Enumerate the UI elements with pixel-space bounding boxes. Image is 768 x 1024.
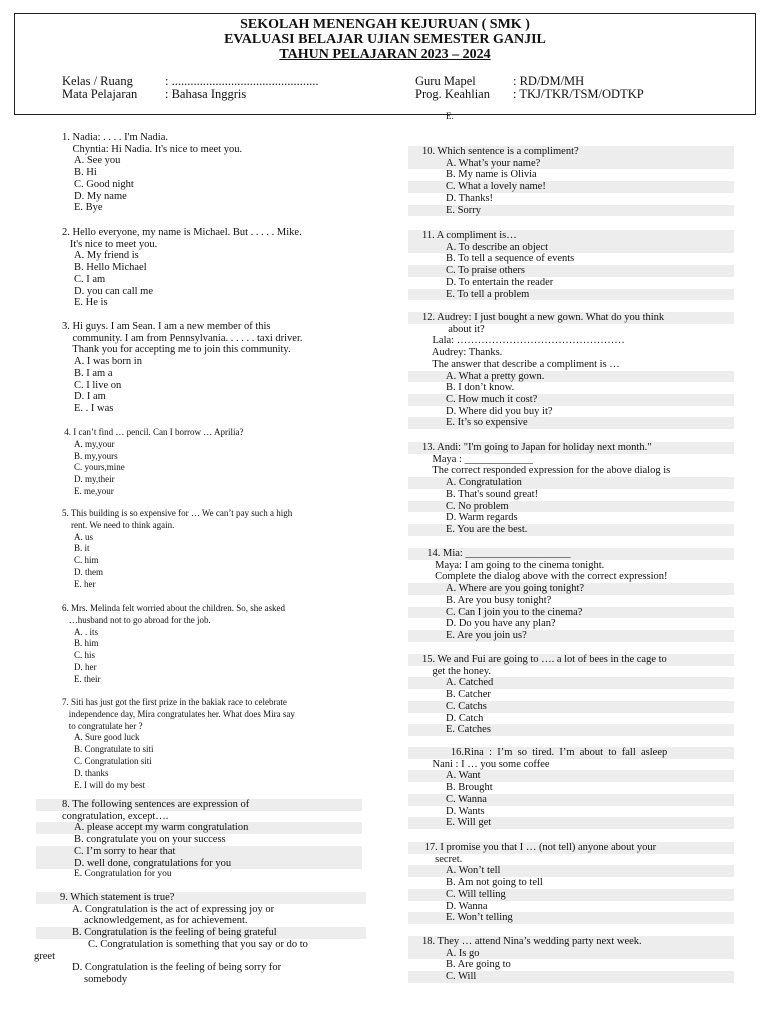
answer-option: D. Where did you buy it? xyxy=(446,405,553,417)
question-block xyxy=(408,442,734,536)
answer-option: A. Where are you going tonight? xyxy=(408,583,734,595)
question-text: about it? xyxy=(422,323,485,335)
answer-option: C. To praise others xyxy=(408,265,734,277)
question-text: rent. We need to think again. xyxy=(62,519,175,530)
question-text: to congratulate her ? xyxy=(62,720,143,731)
answer-option: E. You are the best. xyxy=(408,524,734,536)
answer-option: D. I am xyxy=(74,391,106,403)
question-text: Maya: I am going to the cinema tonight. xyxy=(422,559,605,571)
question-block xyxy=(408,654,734,736)
answer-option: E. To tell a problem xyxy=(408,289,734,301)
answer-option: C. Can I join you to the cinema? xyxy=(408,607,734,619)
question-block xyxy=(408,936,734,983)
question-text: 4. I can’t find … pencil. Can I borrow … Aprilia? xyxy=(62,427,244,437)
answer-option: D. you can call me xyxy=(74,285,154,297)
question-text: 2. Hello everyone, my name is Michael. But . . . . . Mike. xyxy=(62,227,302,238)
q9-option-b: B. Congratulation is the feeling of being grateful xyxy=(36,927,366,939)
answer-option: E. their xyxy=(74,673,101,684)
question-block xyxy=(408,548,734,642)
guru-value: : RD/DM/MH xyxy=(513,74,585,88)
question-text: 12. Audrey: I just bought a new gown. What do you think xyxy=(408,312,734,324)
question-block xyxy=(408,230,734,300)
answer-option: B. my,yours xyxy=(74,450,118,461)
answer-option: E. Will get xyxy=(408,817,734,829)
answer-option: E. Are you join us? xyxy=(408,630,734,642)
question-text: Maya : _____________ xyxy=(422,453,533,465)
answer-option: A. Won’t tell xyxy=(408,865,734,877)
answer-option: C. Congratulation siti xyxy=(74,755,152,766)
answer-option: D. Catch xyxy=(446,712,484,724)
question-text: secret. xyxy=(422,853,463,865)
answer-option: D. them xyxy=(74,566,103,577)
q8-line-2: congratulation, except…. xyxy=(62,810,169,822)
question-text: community. I am from Pennsylvania. . . . . . taxi driver. xyxy=(62,332,303,344)
mapel-value: : Bahasa Inggris xyxy=(165,87,247,101)
question-text: 17. I promise you that I … (not tell) anyone about your xyxy=(408,842,734,854)
q9-option-a: A. Congratulation is the act of expressing joy or xyxy=(72,903,275,915)
answer-option: A. Is go xyxy=(408,948,734,960)
answer-option: D. my,their xyxy=(74,474,115,485)
answer-option: B. Brought xyxy=(446,782,493,794)
question-block xyxy=(408,842,734,924)
answer-option: E. I will do my best xyxy=(74,779,145,790)
question-text: Lala: ………………………………………… xyxy=(422,335,625,347)
question-text: 14. Mia: ____________________ xyxy=(408,548,734,560)
question-text: 13. Andi: "I'm going to Japan for holiday next month." xyxy=(408,442,734,454)
answer-option: E. He is xyxy=(74,297,108,309)
question-text: Complete the dialog above with the correct expression! xyxy=(422,571,668,583)
answer-option: B. Hello Michael xyxy=(74,262,147,274)
answer-option: B. Are going to xyxy=(446,959,511,971)
kelas-value: : ............................................... xyxy=(165,74,319,88)
answer-option: A. What a pretty gown. xyxy=(408,371,734,383)
stray-option: E. xyxy=(446,111,454,121)
prog-value: : TKJ/TKR/TSM/ODTKP xyxy=(513,87,644,101)
answer-option: D. To entertain the reader xyxy=(446,276,554,288)
answer-option: B. My name is Olivia xyxy=(446,169,537,181)
answer-option: A. See you xyxy=(74,155,121,167)
answer-option: A. What’s your name? xyxy=(408,158,734,170)
question-text: 3. Hi guys. I am Sean. I am a new member of this xyxy=(62,321,271,332)
q8-option-c: C. I’m sorry to hear that xyxy=(36,846,362,858)
question-text: 15. We and Fui are going to …. a lot of bees in the cage to xyxy=(408,654,734,666)
q9-option-a-cont: acknowledgement, as for achievement. xyxy=(84,915,248,927)
answer-option: A. my,your xyxy=(74,438,115,449)
question-text: The correct responded expression for the above dialog is xyxy=(422,465,671,477)
exam-title: EVALUASI BELAJAR UJIAN SEMESTER GANJIL xyxy=(224,32,546,47)
answer-option: C. I live on xyxy=(74,379,122,391)
answer-option: E. me,your xyxy=(74,485,114,496)
answer-option: C. What a lovely name! xyxy=(408,181,734,193)
question-block xyxy=(408,747,734,829)
guru-label: Guru Mapel xyxy=(415,74,476,88)
question-text: 16.Rina : I’m so tired. I’m about to fall asleep xyxy=(408,747,734,759)
question-text: 11. A compliment is… xyxy=(408,230,734,242)
question-text: 6. Mrs. Melinda felt worried about the children. So, she asked xyxy=(62,603,285,613)
answer-option: D. her xyxy=(74,661,97,672)
answer-option: D. Thanks! xyxy=(446,192,494,204)
answer-option: C. Will telling xyxy=(408,889,734,901)
question-9 xyxy=(36,892,366,986)
question-text: 10. Which sentence is a compliment? xyxy=(408,146,734,158)
question-text: 7. Siti has just got the first prize in the bakiak race to celebrate xyxy=(62,697,287,707)
answer-option: D. Do you have any plan? xyxy=(446,618,556,630)
answer-option: C. his xyxy=(74,650,96,661)
question-text: …husband not to go abroad for the job. xyxy=(62,614,211,625)
q8-option-d: D. well done, congratulations for you xyxy=(36,858,362,870)
answer-option: C. yours,mine xyxy=(74,462,125,473)
mapel-label: Mata Pelajaran xyxy=(62,87,138,101)
question-block xyxy=(36,508,366,591)
question-block xyxy=(36,132,366,214)
q8-option-e: E. Congratulation for you xyxy=(74,869,172,880)
answer-option: E. Bye xyxy=(74,202,103,214)
question-block xyxy=(36,321,366,415)
answer-option: B. Congratulate to siti xyxy=(74,744,154,755)
answer-option: A. Sure good luck xyxy=(74,732,140,743)
question-text: 18. They … attend Nina’s wedding party next week. xyxy=(408,936,734,948)
question-text: It's nice to meet you. xyxy=(62,238,158,250)
kelas-label: Kelas / Ruang xyxy=(62,74,133,88)
question-block xyxy=(36,227,366,309)
answer-option: D. Warm regards xyxy=(446,512,518,524)
answer-option: B. Am not going to tell xyxy=(446,877,543,889)
answer-option: A. Catched xyxy=(408,677,734,689)
answer-option: B. Are you busy tonight? xyxy=(446,594,552,606)
answer-option: C. Good night xyxy=(74,178,134,190)
question-text: The answer that describe a compliment is … xyxy=(422,358,620,370)
question-block xyxy=(408,146,734,216)
question-text: Chyntia: Hi Nadia. It's nice to meet you. xyxy=(62,143,243,155)
answer-option: B. Hi xyxy=(74,167,97,179)
q8-option-a: A. please accept my warm congratulation xyxy=(36,822,362,834)
answer-option: B. Catcher xyxy=(446,689,491,701)
exam-header xyxy=(14,13,756,115)
question-block xyxy=(36,427,366,498)
q9-option-c-cont: greet xyxy=(34,950,55,962)
question-8 xyxy=(36,799,362,881)
q9-option-c: C. Congratulation is something that you say or do to xyxy=(88,938,308,950)
answer-option: A. My friend is xyxy=(74,250,139,262)
answer-option: E. Sorry xyxy=(408,205,734,217)
question-text: Thank you for accepting me to join this community. xyxy=(62,344,291,356)
question-block xyxy=(36,603,366,686)
answer-option: E. her xyxy=(74,578,96,589)
answer-option: C. How much it cost? xyxy=(408,394,734,406)
answer-option: B. That's sound great! xyxy=(446,488,539,500)
answer-option: A. I was born in xyxy=(74,356,142,368)
answer-option: E. It’s so expensive xyxy=(408,417,734,429)
question-block xyxy=(408,312,734,429)
q8-line-1: 8. The following sentences are expression of xyxy=(36,799,362,811)
q9-option-d: D. Congratulation is the feeling of being sorry for xyxy=(72,962,282,974)
school-name: SEKOLAH MENENGAH KEJURUAN ( SMK ) xyxy=(240,17,530,32)
answer-option: E. Catches xyxy=(408,724,734,736)
answer-option: A. . its xyxy=(74,626,99,637)
question-block xyxy=(36,697,366,791)
answer-option: B. it xyxy=(74,543,90,554)
answer-option: C. I am xyxy=(74,273,106,285)
answer-option: C. No problem xyxy=(408,501,734,513)
answer-option: A. Want xyxy=(408,770,734,782)
question-text: independence day, Mira congratulates her. What does Mira say xyxy=(62,708,295,719)
q9-option-d-cont: somebody xyxy=(84,973,128,985)
answer-option: B. I don’t know. xyxy=(446,382,515,394)
question-text: 1. Nadia: . . . . I'm Nadia. xyxy=(62,132,168,143)
question-text: 5. This building is so expensive for … We can’t pay such a high xyxy=(62,508,293,518)
academic-year: TAHUN PELAJARAN 2023 – 2024 xyxy=(279,47,491,62)
answer-option: C. Wanna xyxy=(408,794,734,806)
question-text: get the honey. xyxy=(422,665,492,677)
answer-option: D. thanks xyxy=(74,767,109,778)
question-text: Audrey: Thanks. xyxy=(422,347,503,359)
answer-option: D. Wants xyxy=(446,805,485,817)
answer-option: A. us xyxy=(74,531,94,542)
answer-option: D. My name xyxy=(74,190,127,202)
answer-option: C. Will xyxy=(408,971,734,983)
answer-option: A. Congratulation xyxy=(408,477,734,489)
answer-option: B. To tell a sequence of events xyxy=(446,253,575,265)
answer-option: E. . I was xyxy=(74,402,114,414)
question-text: Nani : I … you some coffee xyxy=(422,758,550,770)
answer-option: E. Won’t telling xyxy=(408,912,734,924)
answer-option: C. him xyxy=(74,555,99,566)
answer-option: C. Catchs xyxy=(408,701,734,713)
answer-option: D. Wanna xyxy=(446,900,488,912)
q9-question: 9. Which statement is true? xyxy=(36,892,366,904)
answer-option: B. him xyxy=(74,638,99,649)
prog-label: Prog. Keahlian xyxy=(415,87,490,101)
q8-option-b: B. congratulate you on your success xyxy=(74,834,226,846)
answer-option: A. To describe an object xyxy=(408,242,734,254)
answer-option: B. I am a xyxy=(74,367,113,379)
